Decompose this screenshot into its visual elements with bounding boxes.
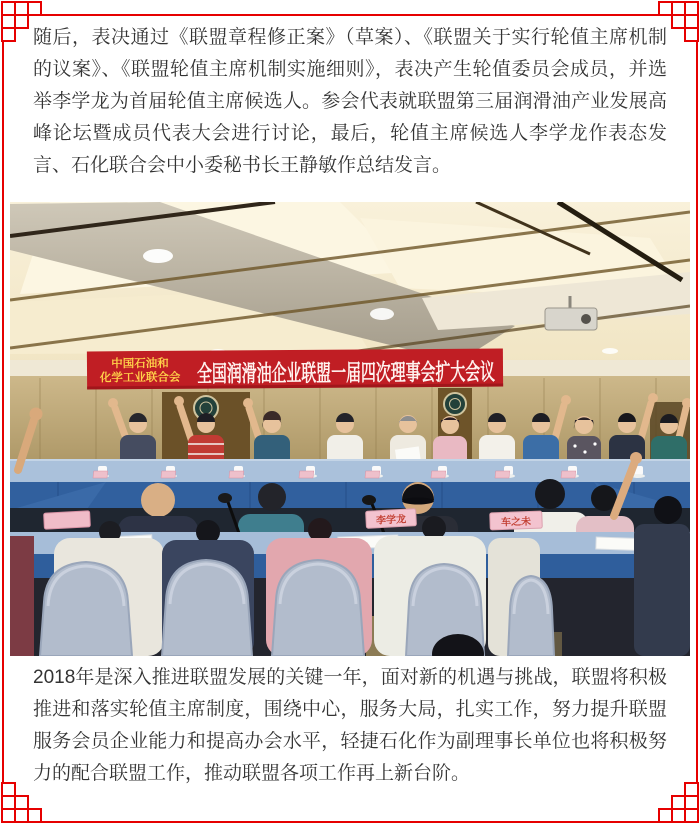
name-card-text: 李学龙 [375, 514, 407, 527]
name-card-blank [44, 511, 91, 529]
ceiling [10, 202, 690, 364]
person-foreground-maroon [10, 536, 34, 656]
downlight [370, 308, 394, 320]
paragraph-bottom: 2018年是深入推进联盟发展的关键一年，面对新的机遇与挑战，联盟将积极推进和落实轮值主席制度，围绕中心，服务大局，扎实工作，努力提升联盟服务会员企业能力和提高办会水平，轻捷石化作为副理事长单位也将积极努力的配合联盟工作，推动联盟各项工作再上新台阶。 [33, 667, 667, 784]
banner-title: 全国润滑油企业联盟一届四次理事会扩大会议 [196, 357, 658, 387]
name-card-text: 车之未 [500, 516, 532, 529]
wall-emblem [444, 393, 466, 415]
name-card [490, 511, 543, 530]
meeting-photo[interactable] [10, 202, 690, 656]
banner-org-line1: 中国石油和 [111, 357, 169, 371]
paragraph-top: 随后，表决通过《联盟章程修正案》（草案）、《联盟关于实行轮值主席机制的议案》、《联盟轮值主席机制实施细则》，表决产生轮值委员会成员，并选举李学龙为首届轮值主席候选人。参会代表就联盟第三届润滑油产业发展高峰论坛暨成员代表大会进行讨论，最后，轮值主席候选人李学龙作表态发言、石化联合会中小委秘书长王静敏作总结发言。 [33, 27, 667, 176]
meeting-banner [87, 349, 658, 390]
banner-org-line2: 化学工业联合会 [99, 371, 181, 385]
name-card [366, 509, 417, 529]
downlight [143, 249, 173, 263]
